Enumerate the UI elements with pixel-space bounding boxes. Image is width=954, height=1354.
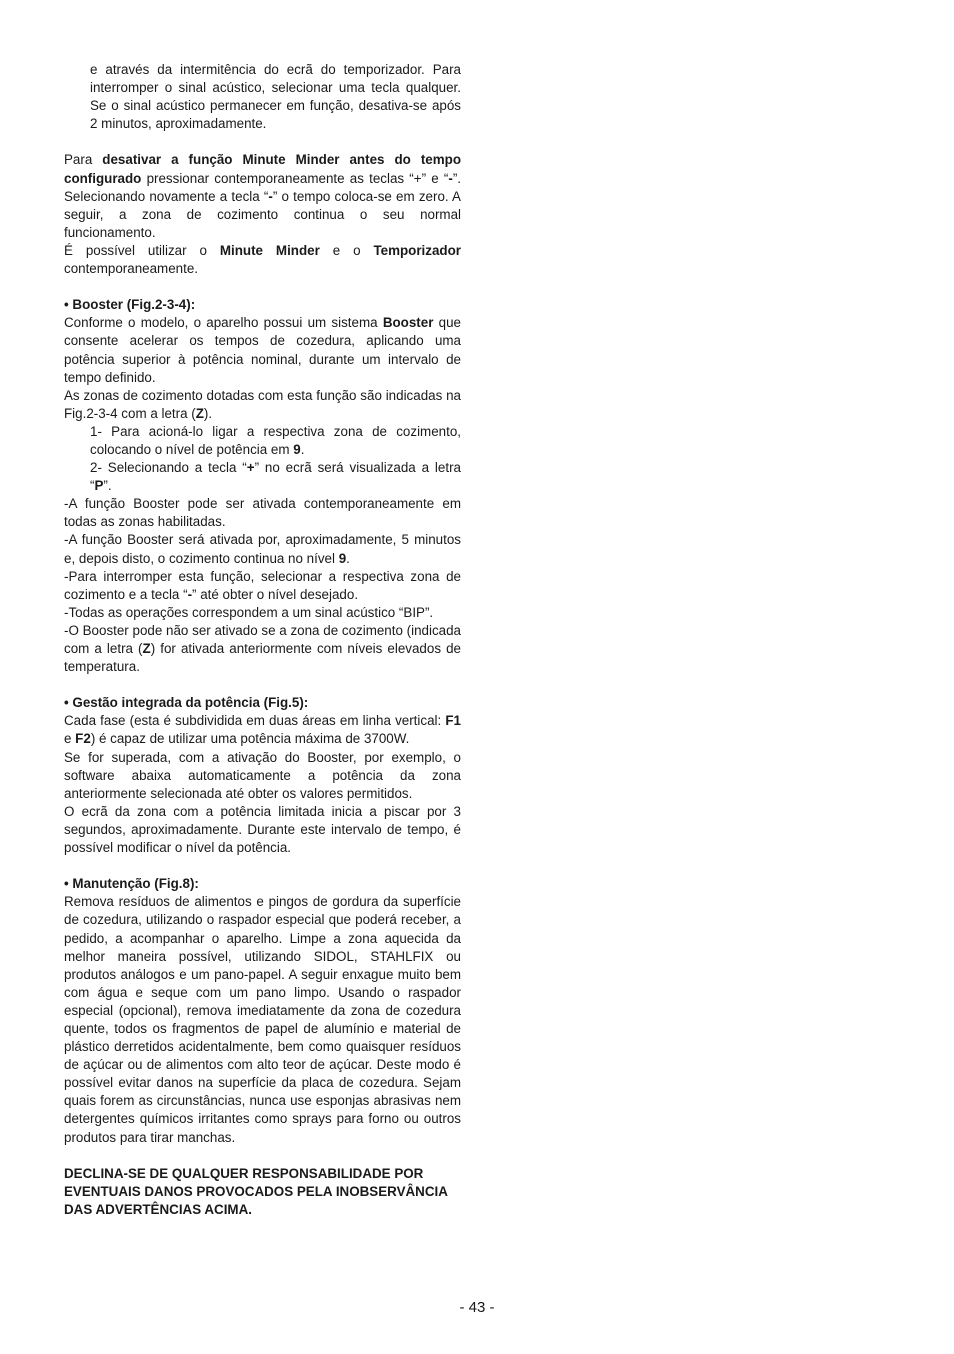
maintenance-paragraph: Remova resíduos de alimentos e pingos de gordura da superfície de cozedura, utilizando o raspador especial que poderá receber, a pedido, a acompanhar o aparelho. Limpe a zona aquecida da melhor maneira possível, utilizando SIDOL, STAHLFIX ou produtos análogos e um pano-papel. A seguir enxague muito bem com água e seque com um pano limpo. Usando o raspador especial (opcional), remova imediatamente da zona de cozedura quente, todos os fragmentos de papel de alumínio e material de plástico derretidos acidentalmente, bem como quaisquer resíduos de açúcar ou de alimentos com alto teor de açúcar. Deste modo é possível evitar danos na superfície da placa de cozedura. Sejam quais forem as circunstâncias, nunca use esponjas abrasivas nem detergentes químicos irritantes como sprays para forno ou outros produtos para tirar manchas. (64, 894, 461, 1145)
text-run: que consente acelerar os tempos de cozedura, aplicando uma potência superior à potência nominal, durante um intervalo de tempo definido. (64, 315, 462, 385)
text-run: 2- Selecionando a tecla “ (90, 460, 247, 476)
power-exceeded-paragraph: Se for superada, com a ativação do Booster, por exemplo, o software abaixa automaticamente a potência da zona anteriormente selecionada até obter os valores permitidos. (64, 749, 461, 801)
bold-run: 9 (293, 441, 301, 457)
text-run: ”. Selecionando novamente a tecla “ (64, 170, 461, 204)
text-run: -A função Booster será ativada por, aproximadamente, 5 minutos e, depois disto, o cozimento continua no nível (64, 532, 461, 566)
text-run: ” até obter o nível desejado. (192, 586, 359, 602)
text-run: ) é capaz de utilizar uma potência máxima de 3700W. (90, 731, 410, 747)
booster-note-5 (64, 622, 461, 676)
minute-minder-paragraph (64, 151, 461, 241)
text-run: As zonas de cozimento dotadas com esta função são indicadas na Fig.2-3-4 com a letra ( (64, 387, 461, 421)
booster-note-3 (64, 568, 461, 604)
booster-heading: • Booster (Fig.2-3-4): (64, 297, 196, 313)
bold-run: P (94, 478, 104, 494)
text-run: ”. (103, 478, 112, 494)
bold-run: Z (142, 641, 151, 656)
text-run: É possível utilizar o (64, 242, 220, 258)
text-run: contemporaneamente. (64, 261, 198, 277)
text-run: Para (64, 152, 103, 168)
page-number: - 43 - (459, 1299, 495, 1316)
bold-run: Z (195, 405, 204, 421)
text-run: -O Booster pode não ser ativado se a zona de cozimento (indicada com a letra ( (64, 622, 461, 656)
text-run: . (300, 441, 305, 457)
booster-note-2 (64, 531, 461, 567)
text-run: e o (319, 242, 374, 258)
booster-intro-paragraph (64, 314, 461, 386)
text-run: Conforme o modelo, o aparelho possui um sistema (64, 315, 383, 331)
power-phase-paragraph (64, 712, 461, 748)
booster-note-1: -A função Booster pode ser ativada contemporaneamente em todas as zonas habilitadas. (64, 496, 461, 530)
bold-run: - (187, 586, 193, 602)
text-run: Cada fase (esta é subdividida em duas áreas em linha vertical: (64, 713, 446, 729)
liability-warning: DECLINA-SE DE QUALQUER RESPONSABILIDADE POR EVENTUAIS DANOS PROVOCADOS PELA INOBSERVÂNCIA DAS ADVERTÊNCIAS ACIMA. (64, 1165, 448, 1217)
bold-run: desativar a função Minute Minder antes do tempo configurado (64, 152, 461, 186)
bold-run: Booster (382, 315, 434, 331)
bold-run: + (246, 460, 255, 476)
booster-step-1 (64, 423, 461, 459)
power-display-paragraph: O ecrã da zona com a potência limitada inicia a piscar por 3 segundos, aproximadamente. Durante este intervalo de tempo, é possível modificar o nível da potência. (64, 803, 461, 856)
text-run: . (346, 550, 350, 566)
intro-paragraph: e através da intermitência do ecrã do temporizador. Para interromper o sinal acústico, selecionar uma tecla qualquer. Se o sinal acústico permanecer em função, desativa-se após 2 minutos, aproximadamente. (90, 62, 461, 132)
text-run: ) for ativada anteriormente com níveis elevados de temperatura. (64, 641, 462, 675)
bold-run: Temporizador (373, 242, 461, 258)
booster-note-4: -Todas as operações correspondem a um sinal acústico “BIP”. (64, 604, 434, 620)
text-run: ). (203, 405, 213, 421)
power-heading: • Gestão integrada da potência (Fig.5): (64, 695, 309, 711)
text-run: ” no ecrã será visualizada a letra “ (90, 460, 461, 494)
bold-run: 9 (338, 550, 347, 566)
booster-zones-paragraph (64, 387, 461, 423)
text-run: ” o tempo coloca-se em zero. A seguir, a zona de cozimento continua o seu normal funcionamento. (64, 188, 461, 240)
bold-run: Minute Minder (219, 242, 320, 258)
booster-step-2 (64, 459, 461, 495)
bold-run: - (268, 188, 273, 204)
text-run: pressionar contemporaneamente as teclas “+” e “ (141, 170, 449, 186)
bold-run: - (448, 170, 453, 186)
bold-run: F1 (445, 713, 461, 729)
text-run: e (64, 731, 76, 747)
text-run: -Para interromper esta função, selecionar a respectiva zona de cozimento e a tecla “ (64, 568, 461, 602)
text-column (64, 61, 461, 1219)
minute-minder-timer-paragraph (64, 242, 461, 278)
maintenance-heading: • Manutenção (Fig.8): (64, 876, 199, 892)
bold-run: F2 (75, 731, 91, 747)
text-run: 1- Para acioná-lo ligar a respectiva zona de cozimento, colocando o nível de potência em (90, 423, 461, 457)
